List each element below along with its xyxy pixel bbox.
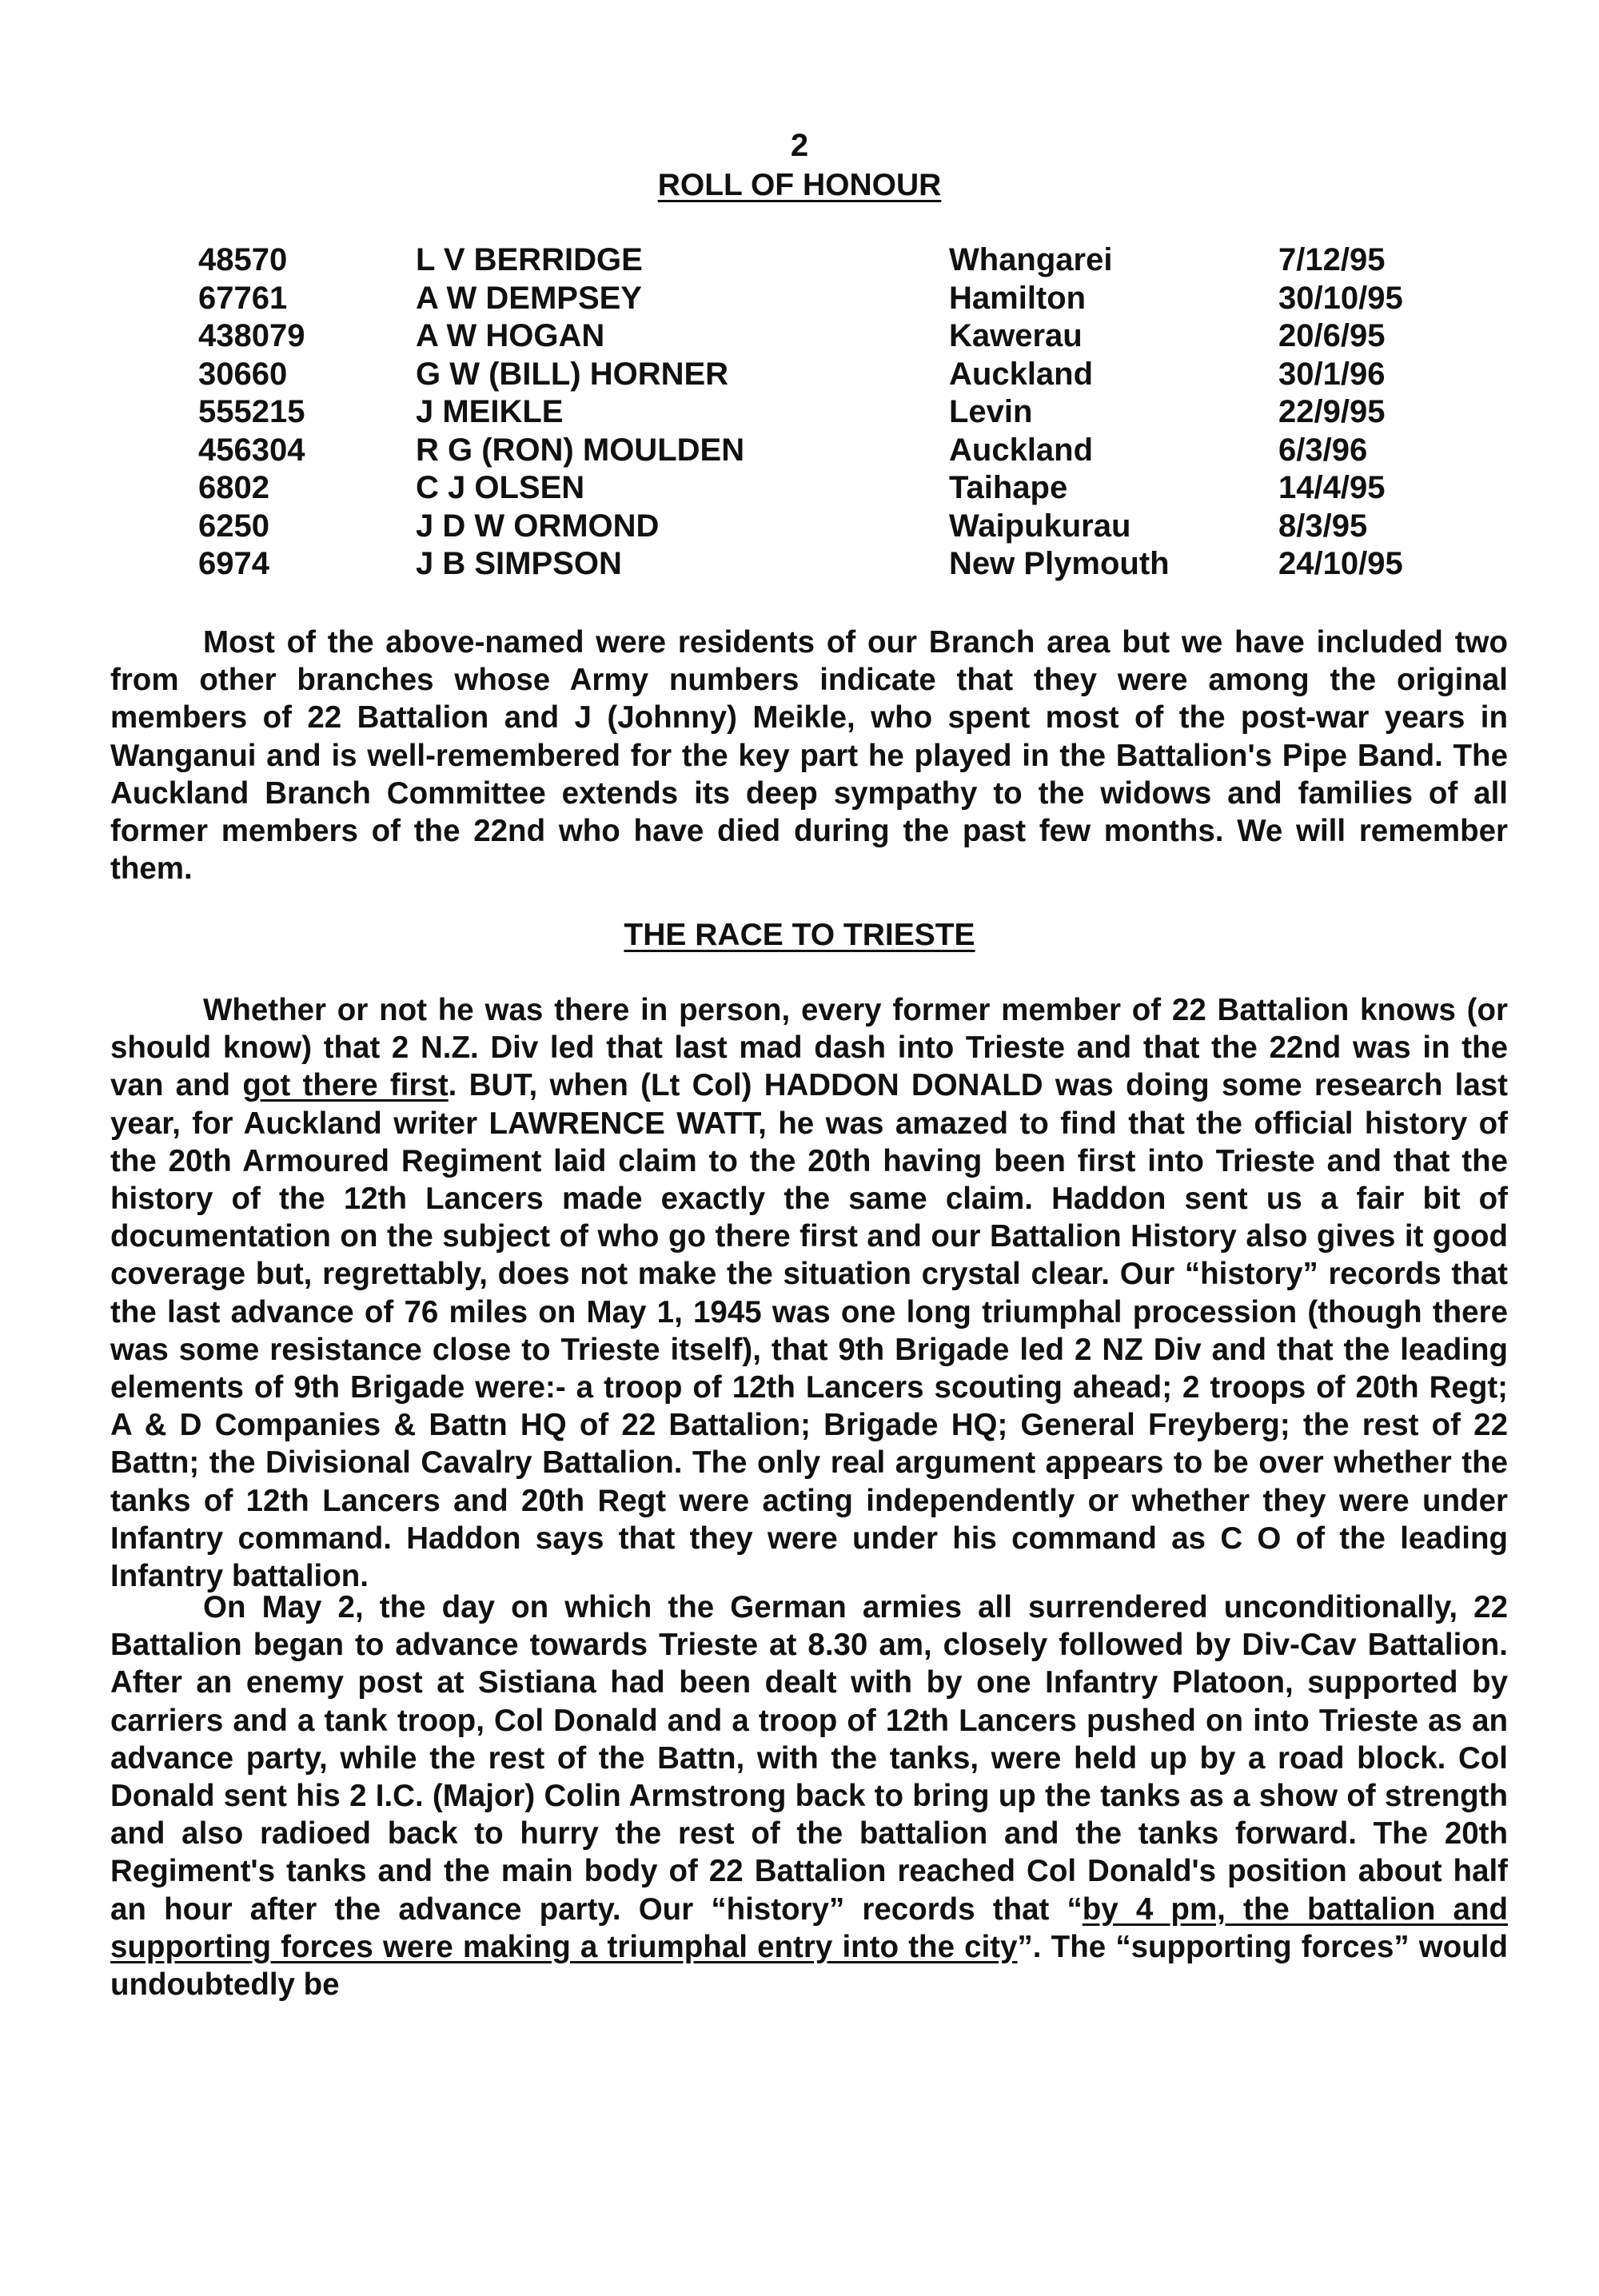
member-name: L V BERRIDGE	[416, 242, 643, 277]
page-number: 2	[790, 128, 809, 163]
roll-row	[198, 508, 1445, 546]
army-number: 6250	[198, 508, 269, 544]
death-date: 20/6/95	[1278, 318, 1386, 353]
race-paragraph-2-underlined-quote: by 4 pm, the battalion and supporting forces were making a triumphal entry into the city	[110, 1891, 1508, 1964]
roll-of-honour-table	[198, 241, 1445, 584]
death-date: 8/3/95	[1278, 508, 1368, 544]
race-paragraph-2	[110, 1588, 1508, 2003]
member-name: A W HOGAN	[416, 318, 605, 353]
member-name: G W (BILL) HORNER	[416, 356, 729, 392]
death-date: 14/4/95	[1278, 470, 1386, 505]
army-number: 6974	[198, 546, 269, 581]
member-name: R G (RON) MOULDEN	[416, 432, 745, 468]
army-number: 6802	[198, 470, 269, 505]
member-place: Kawerau	[949, 318, 1083, 353]
roll-row	[198, 432, 1445, 470]
roll-row	[198, 280, 1445, 318]
roll-row	[198, 545, 1445, 584]
member-place: Levin	[949, 394, 1033, 429]
race-paragraph-1-rest: . BUT, when (Lt Col) HADDON DONALD was doing some research last year, for Auckland writer LAWRENCE WATT, he was amazed to find that the official history of the 20th Armoured Regiment laid claim to the 20th having been first into Trieste and that the history of the 12th Lancers made exactly the same claim. Haddon sent us a fair bit of documentation on the subject of who go there first and our Battalion History also gives it good coverage but, regrettably, does not make the situation crystal clear. Our “history” records that the last advance of 76 miles on May 1, 1945 was one long triumphal procession (though there was some resistance close to Trieste itself), that 9th Brigade led 2 NZ Div and that the leading elements of 9th Brigade were:- a troop of 12th Lancers scouting ahead; 2 troops of 20th Regt; A & D Companies & Battn HQ of 22 Battalion; Brigade HQ; General Freyberg; the rest of 22 Battn; the Divisional Cavalry Battalion. The only real argument appears to be over whether the tanks of 12th Lancers and 20th Regt were acting independently or whether they were under Infantry command. Haddon says that they were under his command as C O of the leading Infantry battalion.	[110, 1068, 1508, 1594]
member-place: Taihape	[949, 470, 1068, 505]
death-date: 7/12/95	[1278, 242, 1386, 277]
member-place: Auckland	[949, 356, 1094, 392]
member-name: J D W ORMOND	[416, 508, 660, 544]
member-place: Waipukurau	[949, 508, 1131, 544]
member-place: Hamilton	[949, 280, 1087, 316]
race-paragraph-1	[110, 991, 1508, 1595]
member-place: Auckland	[949, 432, 1094, 468]
army-number: 456304	[198, 432, 305, 468]
roll-row	[198, 393, 1445, 432]
race-paragraph-2-rest: ”. The “supporting forces” would undoubtedly be	[110, 1929, 1508, 2003]
roll-row	[198, 317, 1445, 356]
death-date: 6/3/96	[1278, 432, 1368, 468]
member-name: J B SIMPSON	[416, 546, 622, 581]
army-number: 30660	[198, 356, 288, 392]
death-date: 30/10/95	[1278, 280, 1403, 316]
member-place: Whangarei	[949, 242, 1113, 277]
death-date: 22/9/95	[1278, 394, 1386, 429]
army-number: 48570	[198, 242, 288, 277]
member-place: New Plymouth	[949, 546, 1170, 581]
death-date: 30/1/96	[1278, 356, 1386, 392]
race-to-trieste-heading: THE RACE TO TRIESTE	[624, 918, 975, 952]
army-number: 67761	[198, 280, 288, 316]
army-number: 438079	[198, 318, 305, 353]
member-name: A W DEMPSEY	[416, 280, 642, 316]
roll-row	[198, 241, 1445, 280]
member-name: J MEIKLE	[416, 394, 564, 429]
member-name: C J OLSEN	[416, 470, 585, 505]
roll-row	[198, 356, 1445, 394]
roll-of-honour-paragraph: Most of the above-named were residents of our Branch area but we have included two from other branches whose Army numbers indicate that they were among the original members of 22 Battalion and J (Johnny) Meikle, who spent most of the post-war years in Wanganui and is well-remembered for the key part he played in the Battalion's Pipe Band. The Auckland Branch Committee extends its deep sympathy to the widows and families of all former members of the 22nd who have died during the past few months. We will remember them.	[110, 625, 1508, 887]
army-number: 555215	[198, 394, 305, 429]
race-paragraph-1-underlined: got there first	[242, 1068, 449, 1103]
race-paragraph-1-text: Whether or not he was there in person, every former member of 22 Battalion knows (or should know) that 2 N.Z. Div led that last mad dash into Trieste and that the 22nd was in the van and	[110, 993, 1508, 1103]
roll-of-honour-heading: ROLL OF HONOUR	[657, 168, 942, 202]
death-date: 24/10/95	[1278, 546, 1403, 581]
roll-row	[198, 469, 1445, 508]
race-paragraph-2-text: On May 2, the day on which the German armies all surrendered unconditionally, 22 Battalion began to advance towards Trieste at 8.30 am, closely followed by Div-Cav Battalion. After an enemy post at Sistiana had been dealt with by one Infantry Platoon, supported by carriers and a tank troop, Col Donald and a troop of 12th Lancers pushed on into Trieste as an advance party, while the rest of the Battn, with the tanks, were held up by a road block. Col Donald sent his 2 I.C. (Major) Colin Armstrong back to bring up the tanks as a show of strength and also radioed back to hurry the rest of the battalion and the tanks forward. The 20th Regiment's tanks and the main body of 22 Battalion reached Col Donald's position about half an hour after the advance party. Our “history” records that “	[110, 1590, 1508, 1927]
